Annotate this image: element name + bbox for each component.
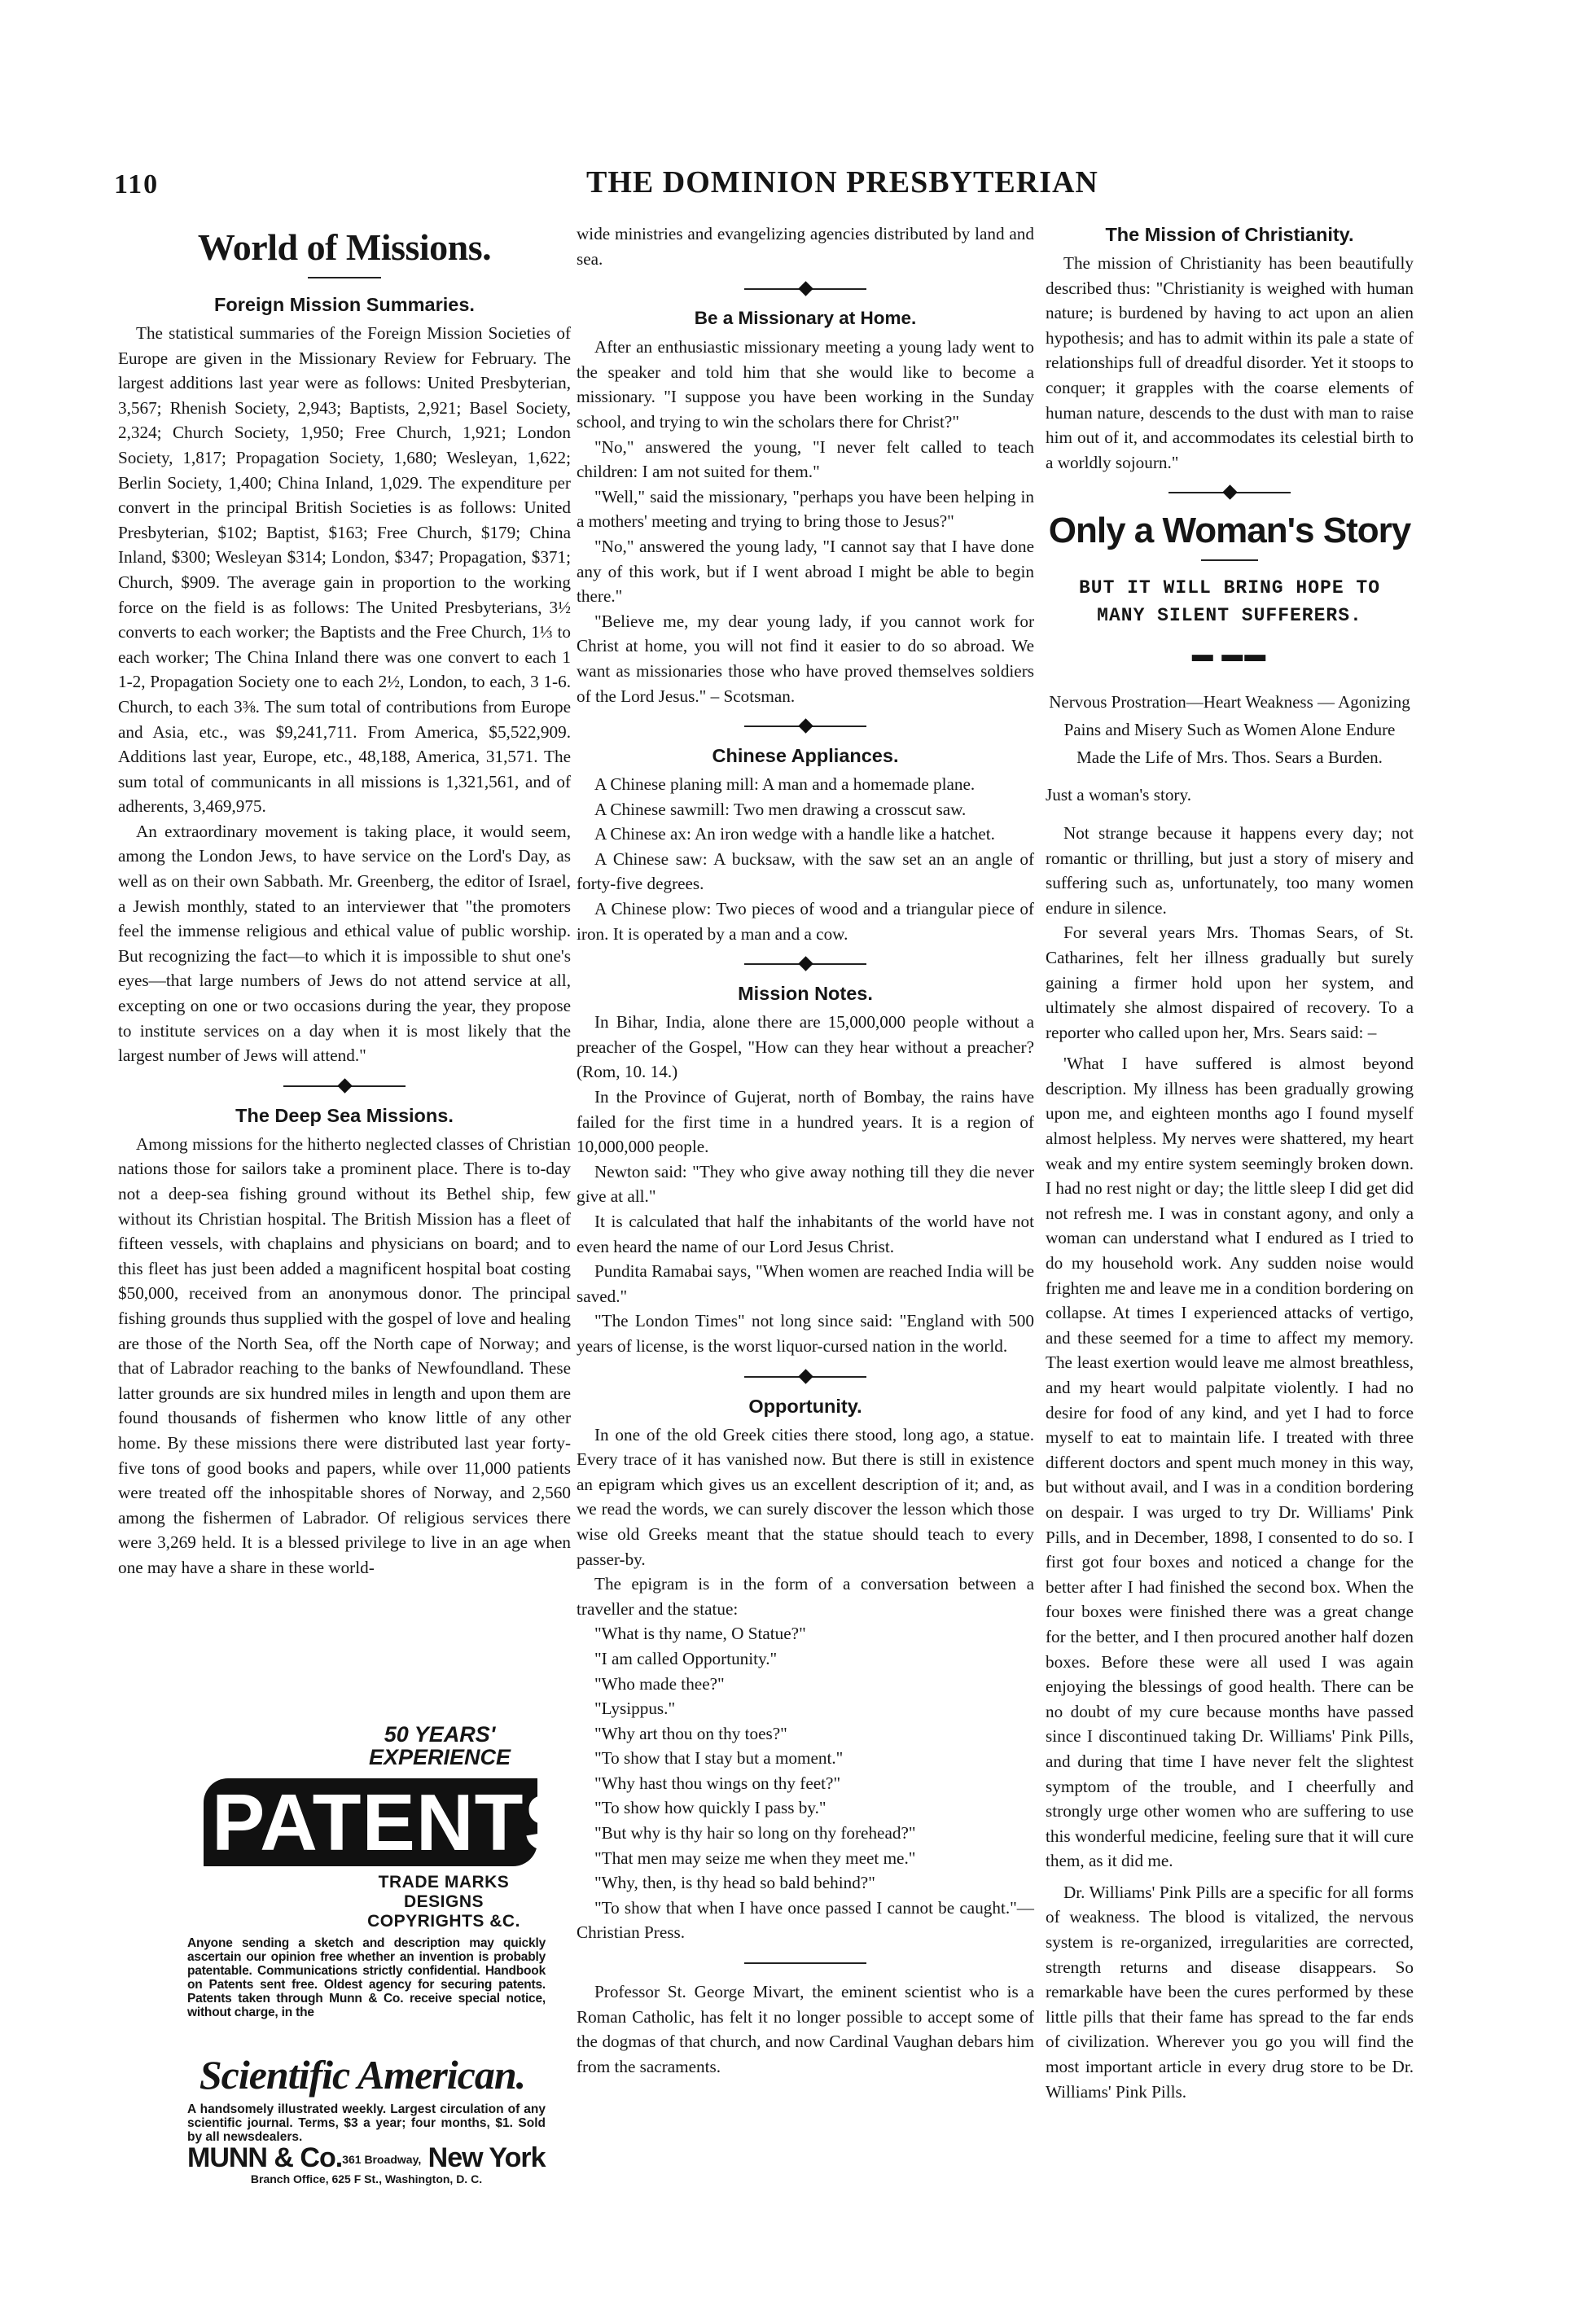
ornamental-divider [744, 279, 866, 299]
column-left [118, 218, 571, 1580]
paragraph: Among missions for the hitherto neglected classes of Christian nations those for sailors take a prominent place. There is to-day not a deep-sea fishing ground without its Bethel ship, few without its Christian hospital. The British Mission has a fleet of fifteen vessels, with chaplains and physicians on board; and to this fleet has just been added a magnificent hospital boat costing $50,000, received from an anonymous donor. The principal fishing grounds thus supplied with the gospel of love and healing are those of the North Sea, off the North cape of Norway; and that of Labrador reaching to the banks of Newfoundland. These latter grounds are six hundred miles in length and upon them are found thousands of fishermen who know little of any other home. By these missions there were distributed last year forty-five tons of good books and papers, while over 11,000 patients were treated off the inhospitable shores of Norway, and 2,560 among the fishermen of Labrador. Of religious services there were 3,269 held. It is a blessed privilege to live in an age when one may have a share in these world- [118, 1133, 571, 1577]
list-item: It is calculated that half the inhabitants of the world have not even heard the name of our Lord Jesus Christ. [577, 1212, 1034, 1256]
list-item: In the Province of Gujerat, north of Bombay, the rains have failed for the first time in a hundred years. It is a region of 10,000,000 people. [577, 1087, 1034, 1157]
short-dash-divider: ▬ ▬▬ [1191, 642, 1268, 667]
dialogue-line: "Why art thou on thy toes?" [594, 1723, 787, 1743]
list-item: "The London Times" not long since said: "England with 500 years of license, is the worst liquor-cursed nation in the world. [577, 1311, 1034, 1356]
ad-scientific-american: Scientific American. [199, 2052, 526, 2098]
dialogue-line: "Lysippus." [594, 1699, 676, 1719]
paragraph: The mission of Christianity has been beautifully described thus: "Christianity is weighed with human nature; is burdened by having to act upon an alien hypothesis; and has to admit within its pale a state of relationships full of dreadful disorder. Yet it stoops to conquer; it grapples with the coarse elements of human nature, descends to the dust with man to raise him out of it, and accommodates its celestial birth to a worldly sojourn." [1046, 253, 1414, 472]
headline-only-a-womans-story: Only a Woman's Story [1048, 511, 1411, 551]
dialogue-line: "I am called Opportunity." [594, 1648, 778, 1668]
paragraph: 'What I have suffered is almost beyond description. My illness has been gradually growing upon me, and eighteen months ago I found myself almost helpless. My nerves were shattered, my heart weak and my entire system seemingly broken down. I had no rest night or day; the little sleep I did get did not refresh me. I was in constant agony, and only a woman can understand what I endured as I tried to do my household work. Any sudden noise would frighten me and leave me in a condition bordering on collapse. At times I experienced attacks of vertigo, and these seemed for a time to affect my memory. The least exertion would leave me almost breathless, and my heart would palpitate violently. I had no desire for food of any kind, and yet I had to force myself to eat to maintain life. I treated with three different doctors and spent much money in this way, but without avail, and I was in a condition bordering on despair. I was urged to try Dr. Williams' Pink Pills, and in December, 1898, I consented to do so. I first got four boxes and noticed a change for the better after I had finished the second box. When the four boxes were finished there was a great change for the better, and I then procured another half dozen boxes. Before these were all used I was again enjoying the blessings of good health. There can be no doubt of my cure because months have passed since I discontinued taking Dr. Williams' Pink Pills, and during that time I have never felt the slightest symptom of the trouble, and I cheerfully and strongly urge other women who are suffering to use this wonderful medicine, feeling sure that it will cure them, as it did me. [1046, 1054, 1414, 1871]
list-item: In Bihar, India, alone there are 15,000,000 people without a preacher of the Gospel, "How can they hear without a preacher? (Rom, 10. 14.) [577, 1012, 1034, 1082]
ad-body-text: Anyone sending a sketch and description may quickly ascertain our opinion free whether an invention is probably patentable. Communications strictly confidential. Handbook on Patents sent free. Oldest agency for securing patents. Patents taken through Munn & Co. receive special notice, without charge, in the [187, 1936, 546, 2019]
heading-opportunity: Opportunity. [748, 1395, 862, 1417]
paragraph: "Well," said the missionary, "perhaps you have been helping in a mothers' meeting and trying to bring those to Jesus?" [577, 486, 1034, 532]
patents-advertisement [179, 1722, 578, 2185]
paragraph: The statistical summaries of the Foreign Mission Societies of Europe are given in the Missionary Review for February. The largest additions last year were as follows: United Presbyterian, 3,567; Rhenish Society, 2,943; Baptists, 2,921; Basel Society, 2,324; Church Society, 1,950; Free Church, 1,921; London Society, 1,817; Propagation Society, 1,680; Wesleyan, 1,622; Berlin Society, 1,400; China Inland, 1,029. The expenditure per convert in the principal British Societies is as follows: United Presbyterian, $102; Baptist, $163; Free Church, $179; China Inland, $300; Wesleyan $314; London, $347; Propagation, $371; Church, $909. The average gain in proportion to the working force on the field is as follows: The United Presbyterians, 3½ converts to each worker; the Baptists and the Free Church, 1⅓ to each worker; The China Inland there was one convert to each 1 1-2, Propagation Society one to each 2½, London, to each, 3 1-6. Church, to each 3⅜. The sum total of contributions from Europe and Asia, etc., was $9,241,711. From America, $5,522,909. Additions last year, Europe, etc., 48,188, America, 31,571. The sum total of communicants in all missions is 1,321,561, and of adherents, 3,469,975. [118, 323, 571, 817]
ad-branch-office: Branch Office, 625 F St., Washington, D. C. [250, 2172, 483, 2185]
paragraph: Professor St. George Mivart, the eminent scientist who is a Roman Catholic, has felt it no longer possible to accept some of the dogmas of that church, and now Cardinal Vaughan debars him from the sacraments. [577, 1982, 1034, 2076]
ornamental-divider [283, 1076, 406, 1096]
heading-mission-of-christianity: The Mission of Christianity. [1105, 224, 1354, 245]
paragraph: "To show that when I have once passed I cannot be caught."—Christian Press. [577, 1897, 1034, 1943]
ornamental-divider [744, 954, 866, 974]
dialogue-line: "Why hast thou wings on thy feet?" [594, 1773, 841, 1793]
paragraph: Not strange because it happens every day; not romantic or thrilling, but just a story of misery and suffering such as, unfortunately, too many women endure in silence. [1046, 822, 1414, 918]
list-item: Newton said: "They who give away nothing till they die never give at all." [577, 1161, 1034, 1207]
heading-mission-notes: Mission Notes. [738, 983, 873, 1005]
dialogue-line: "To show how quickly I pass by." [594, 1798, 826, 1818]
heading-foreign-mission-summaries: Foreign Mission Summaries. [214, 294, 475, 315]
list-item: A Chinese saw: A bucksaw, with the saw set an an angle of forty-five degrees. [577, 848, 1034, 894]
subheadline-line-2: MANY SILENT SUFFERERS. [1097, 605, 1362, 627]
list-item: Pundita Ramabai says, "When women are reached India will be saved." [577, 1261, 1034, 1306]
heading-be-a-missionary-at-home: Be a Missionary at Home. [694, 308, 917, 329]
list-item: A Chinese sawmill: Two men drawing a crosscut saw. [594, 799, 967, 819]
running-title: THE DOMINION PRESBYTERIAN [586, 165, 1098, 199]
heading-deep-sea-missions: The Deep Sea Missions. [235, 1104, 454, 1126]
ornamental-divider [1168, 483, 1291, 502]
ad-munn-and-co [187, 2143, 546, 2174]
ad-body-text-2: A handsomely illustrated weekly. Largest circulation of any scientific journal. Terms, $3 a year; four months, $1. Sold by all newsdealers. [187, 2102, 546, 2144]
ad-munn-address: 361 Broadway, [342, 2153, 422, 2167]
paragraph: "No," answered the young lady, "I cannot say that I have done any of this work, but if I went abroad I might be able to begin there." [577, 536, 1034, 607]
list-item: A Chinese planing mill: A man and a homemade plane. [594, 774, 976, 795]
column-right [1046, 218, 1414, 2104]
paragraph-continued: wide ministries and evangelizing agencies distributed by land and sea. [577, 224, 1034, 269]
ornamental-divider [744, 1367, 866, 1387]
paragraph: The epigram is in the form of a conversation between a traveller and the statue: [577, 1574, 1034, 1619]
paragraph: After an enthusiastic missionary meeting a young lady went to the speaker and told him that she would like to become a missionary. "I suppose you have been working in the Sunday school, and trying to win the scholars there for Christ?" [577, 337, 1034, 432]
dialogue-line: "That men may seize me when they meet me." [594, 1848, 916, 1868]
spacer [1046, 1874, 1414, 1880]
title-rule [308, 277, 381, 278]
title-rule [1201, 559, 1258, 561]
paragraph: For several years Mrs. Thomas Sears, of St. Catharines, felt her illness gradually but surely gaining a firmer hold upon her system, and ultimately she almost dispaired of recovery. To a reporter who called upon her, Mrs. Sears said: – [1046, 923, 1414, 1042]
list-item: A Chinese ax: An iron wedge with a handle like a hatchet. [594, 824, 995, 844]
paragraph: In one of the old Greek cities there stood, long ago, a statue. Every trace of it has vanished now. But there is still in existence an epigram which gives us an excellent description of it; and, as we read the words, we can surely discover the lesson which those wise old Greeks meant that the statue should teach to every passer-by. [577, 1424, 1034, 1569]
column-middle [577, 221, 1034, 2079]
paragraph: An extraordinary movement is taking place, it would seem, among the London Jews, to have service on the Lord's Day, as well as on their own Sabbath. Mr. Greenberg, the editor of Israel, a Jewish monthly, stated to an interviewer that "the promoters feel the immense religious and ethical value of public worship. But recognizing the fact—to which it is impossible to shut one's eyes—that large numbers of Jews do not attend service at all, excepting on one or two occasions during the year, they propose to institute services on a day when it is most likely that the largest number of Jews will attend." [118, 821, 571, 1066]
spacer [1046, 808, 1414, 821]
section-title-world-of-missions: World of Missions. [197, 226, 492, 268]
dialogue-line: "What is thy name, O Statue?" [594, 1624, 806, 1644]
ad-munn-name: MUNN & Co. [187, 2142, 343, 2173]
dialogue-line: "Who made thee?" [594, 1673, 725, 1694]
dialogue-line: "Why, then, is thy head so bald behind?" [594, 1873, 875, 1893]
heading-chinese-appliances: Chinese Appliances. [712, 745, 899, 767]
spacer [1046, 1045, 1414, 1051]
ad-munn-city: New York [428, 2142, 546, 2173]
paragraph: "Believe me, my dear young lady, if you cannot work for Christ at home, you will not find it easier to do so abroad. We want as missionaries those who have proved themselves soldiers of the Lord Jesus." – Scotsman. [577, 611, 1034, 706]
page-number: 110 [114, 169, 160, 199]
paragraph: "No," answered the young, "I never felt called to teach children: I am not suited for them." [577, 436, 1034, 482]
ornamental-divider [744, 717, 866, 736]
ad-years-experience: 50 YEARS' EXPERIENCE [368, 1722, 511, 1769]
subheadline-line-1: BUT IT WILL BRING HOPE TO [1078, 577, 1381, 599]
dialogue-line: "But why is thy hair so long on thy forehead?" [594, 1823, 916, 1843]
ad-trade-marks: TRADE MARKS DESIGNS COPYRIGHTS &C. [367, 1873, 520, 1931]
story-deck: Nervous Prostration—Heart Weakness — Agonizing Pains and Misery Such as Women Alone Endure Made the Life of Mrs. Thos. Sears a Burden. [1049, 692, 1410, 768]
dialogue-line: "To show that I stay but a moment." [594, 1748, 844, 1769]
list-item: A Chinese plow: Two pieces of wood and a triangular piece of iron. It is operated by a man and a cow. [577, 899, 1034, 944]
paragraph: Dr. Williams' Pink Pills are a specific for all forms of weakness. The blood is vitalized, the nervous system is re-organized, irregularities are corrected, strength returns and disease disappears. So remarkable have been the cures performed by these little pills that their fame has spread to the far ends of civilization. Wherever you go you will find the most important article in every drug store to be Dr. Williams' Pink Pills. [1046, 1882, 1414, 2102]
paragraph: Just a woman's story. [1046, 785, 1191, 805]
plain-divider [744, 1953, 866, 1973]
ad-patents-word: PATENTS [212, 1778, 578, 1867]
